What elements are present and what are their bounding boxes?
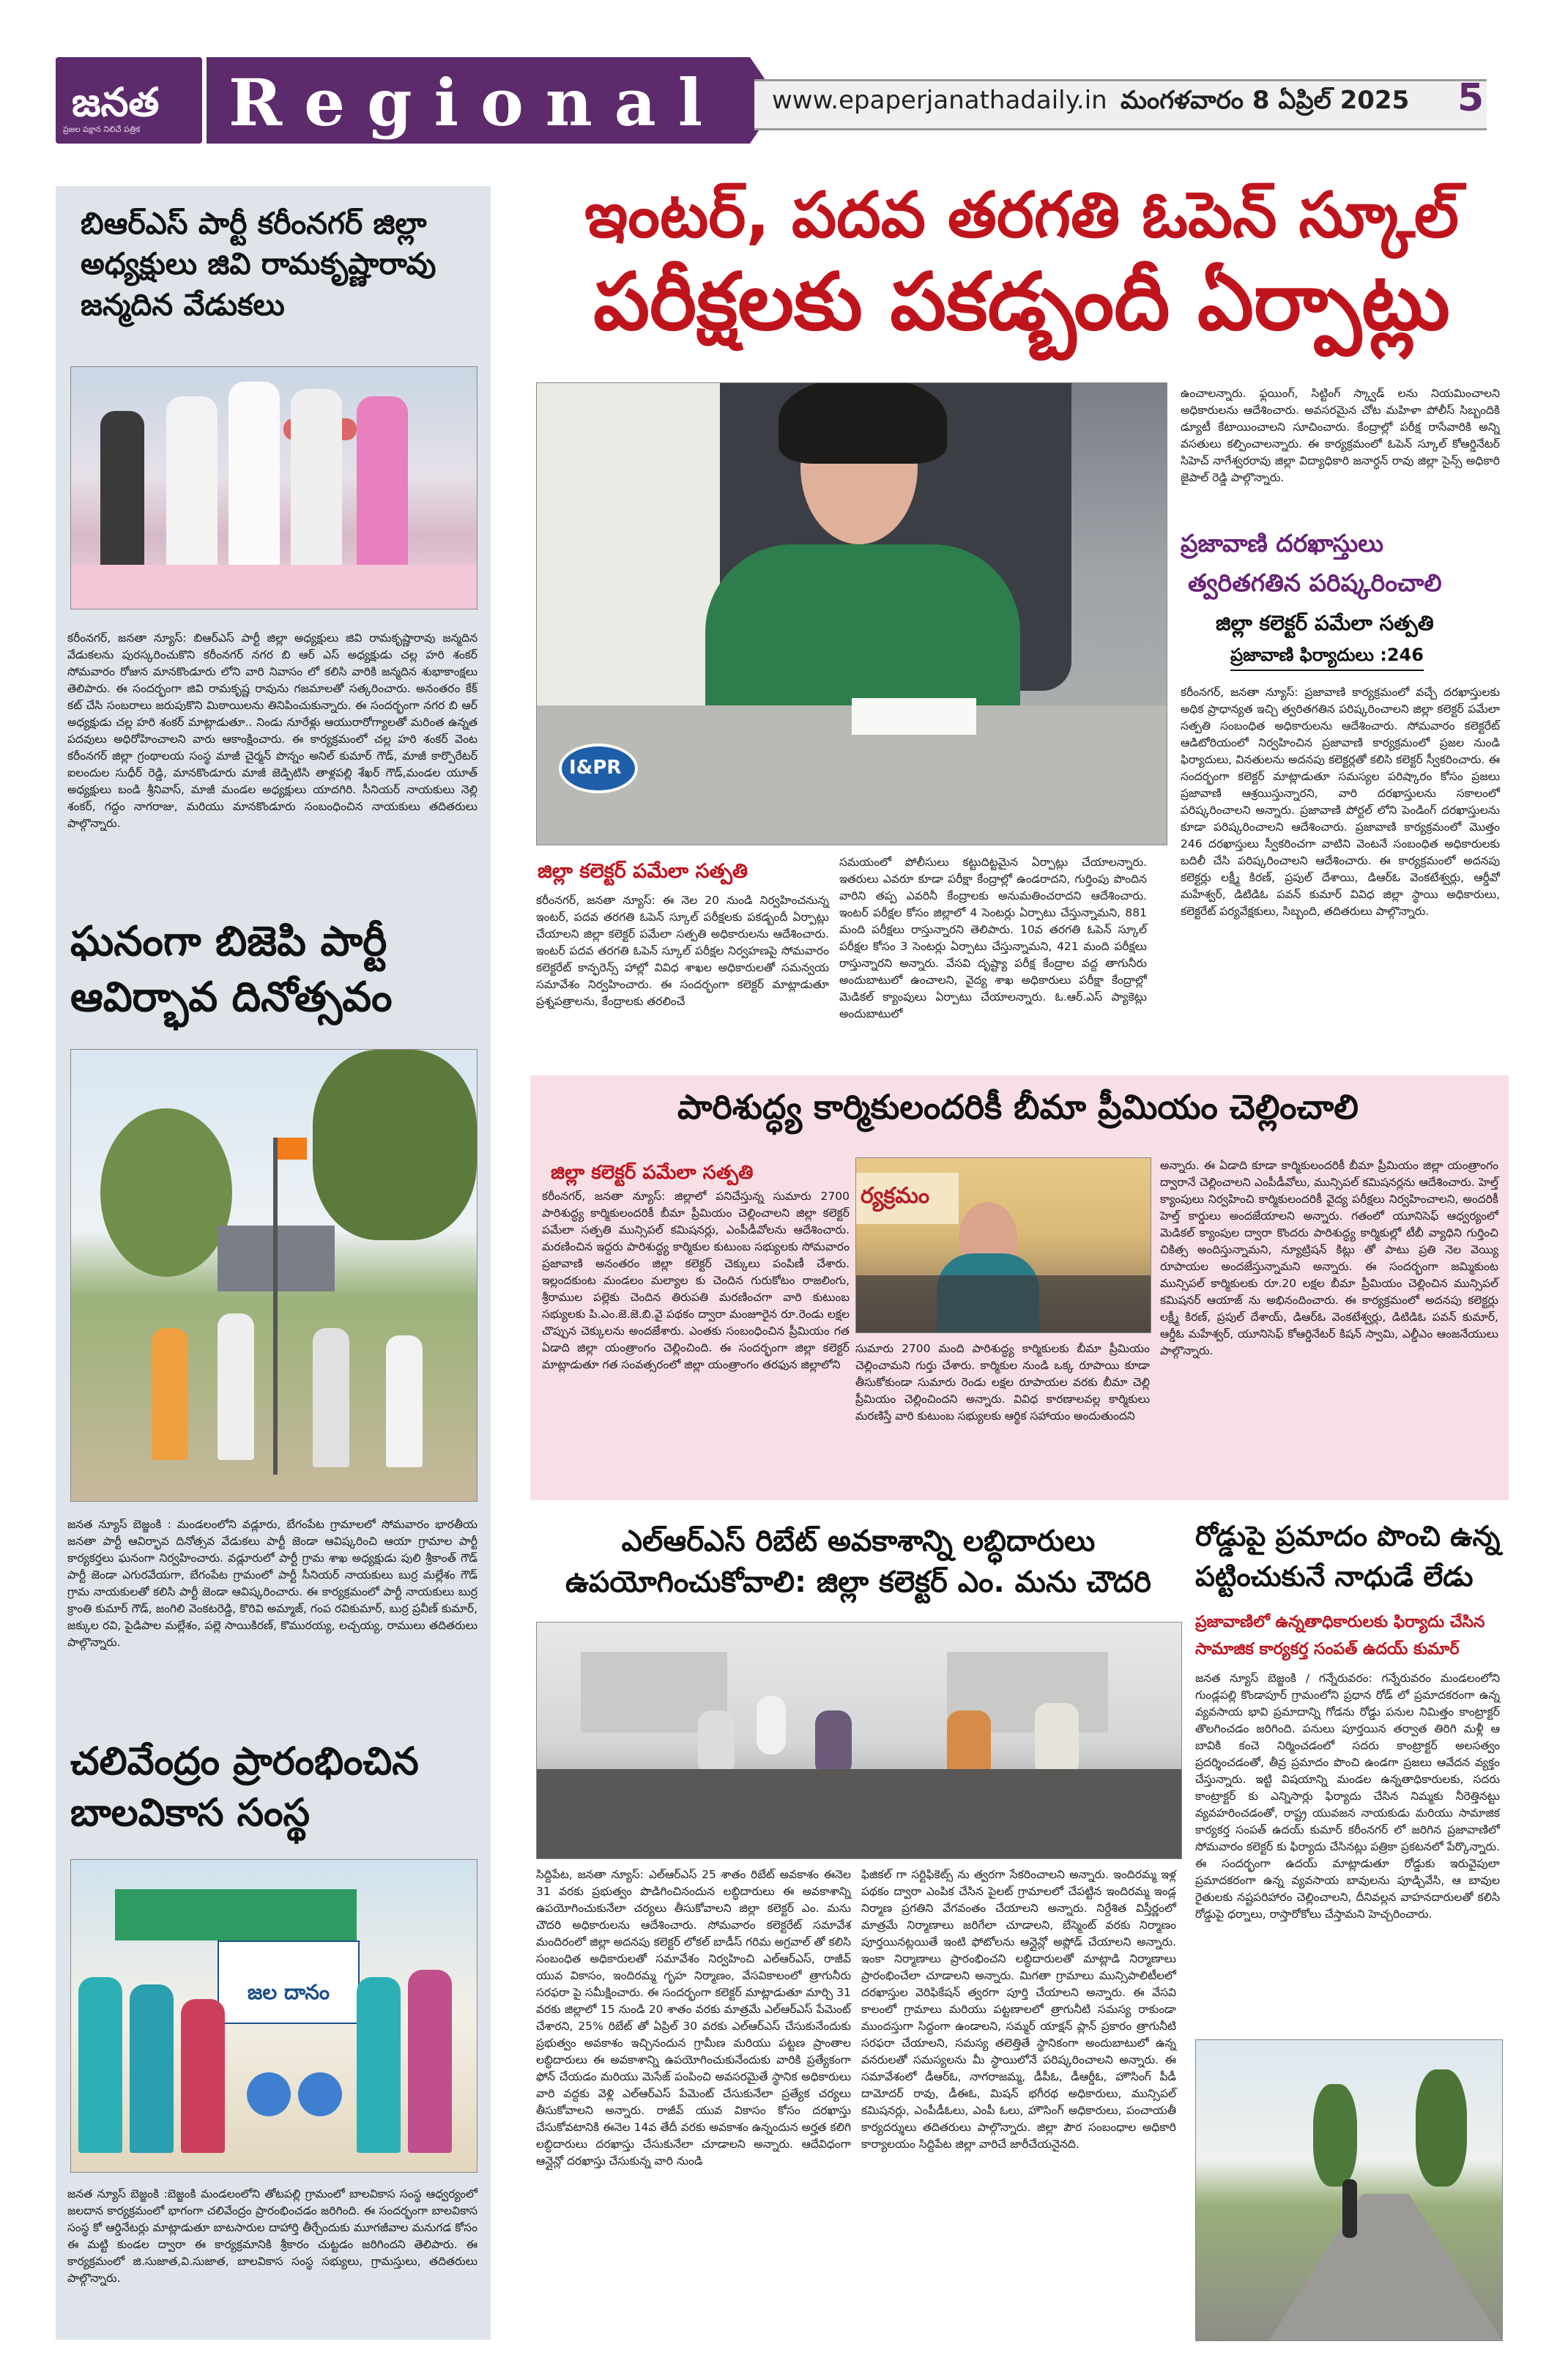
logo-tagline: ప్రజల పక్షాన నిలిచే పత్రిక — [63, 125, 141, 134]
lrs-body-col1: సిద్దిపేట, జనతా న్యూస్: ఎల్ఆర్ఎస్ 25 శాతం రిబేట్ అవకాశం ఈనెల 31 వరకు ప్రభుత్వం పొడిగించినందున లబ్ధిదారులు ఈ అవకాశాన్ని ఉపయోగించుకునేలా చర్యలు తీసుకోవాలని జిల్లా కలెక్టర్ ఎం. మను చౌదరి అధికారులను ఆదేశించారు. సోమవారం కలెక్టరేట్ సమావేశ మందిరంలో జిల్లా అదనపు కలెక్టర్ లోకల్ బాడీస్ గరిమ అగ్రవాల్ తో కలిసి సంబంధిత అధికారులతో సమావేశం నిర్వహించి ఎల్ఆర్ఎస్, రాజీవ్ యువ వికాసం, ఇందిరమ్మ గృహ నిర్మాణం, వేసవికాలంలో త్రాగునీరు సరఫరా పై సమీక్షించారు. ఈ సందర్భంగా కలెక్టర్ మాట్లాడుతూ మార్చి 31 వరకు జిల్లాలో 15 నుండి 20 శాతం వరకు మాత్రమే ఎల్ఆర్ఎస్ పేమెంట్ చేశారని, 25% రిబేట్ తో ఏప్రిల్ 30 వరకు ఎల్ఆర్ఎస్ చేసుకునేందుకు ప్రభుత్వం అవకాశం ఇచ్చినందున గ్రామీణ మరియు పట్టణ ప్రాంతాల లబ్ధిదారులు ఈ అవకాశాన్ని ఉపయోగించుకునేందుకు వారికి ప్రత్యేకంగా ఫోన్ చేయడం మరియు మెసేజ్ పంపించి అవసరమైతే స్థానిక అధికారులు వారి వద్దకు వెళ్లి ఎల్ఆర్ఎస్ పేమెంట్ చేసుకునేలా ప్రత్యేక చర్యలు తీసుకోవాలని అన్నారు. రాజీవ్ యువ వికాసం కోసం దరఖాస్తు చేసుకోవటానికి ఈనెల 14వ తేదీ వరకు అవకాశం ఉన్నందున అర్హత కలిగి లబ్ధిదారులు దరఖాస్తు చేసుకునేలా చూడాలని అన్నారు. ఆదేవిధంగా ఆన్లైన్లో దరఖాస్తు చేసుకున్న వారి నుండి — [536, 1868, 851, 2168]
meeting-banner-text: ర్యక్రమం — [861, 1183, 930, 1209]
prajavani-body: కరీంనగర్, జనతా న్యూస్: ప్రజావాణి కార్యక్రమంలో వచ్చే దరఖాస్తులకు అధిక ప్రాధాన్యత ఇచ్చి త్వరితగతిన పరిష్కరించాలని జిల్లా కలెక్టర్ పమేలా సత్పతి సంబంధిత అధికారులను ఆదేశించారు. సోమవారం కలెక్టరేట్ ఆడిటోరియంలో నిర్వహించిన ప్రజావాణి కార్యక్రమంలో ప్రజల నుండి ఫిర్యాదులు, వినతులను అదనపు కలెక్టర్లతో కలిసి కలెక్టర్ స్వీకరించారు. ఈ సందర్భంగా కలెక్టర్ మాట్లాడుతూ సమస్యల పరిష్కారం కోసం ప్రజలు ప్రజావాణి ఆశ్రయిస్తున్నారని, వారి దరఖాస్తులను సకాలంలో పరిష్కరించాలని అన్నారు. ప్రజావాణి పోర్టల్ లోని పెండింగ్ దరఖాస్తులను కూడా పరిష్కరించాలని ఆదేశించారు. ప్రజావాణి కార్యక్రమంలో మొత్తం 246 దరఖాస్తులు స్వీకరించగా వాటిని వెంటనే సంబంధిత అధికారులకు బదిలీ చేసి పరిష్కరించాలని ఆదేశించారు. ఈ కార్యక్రమంలో అదనపు కలెక్టర్లు లక్ష్మీ కిరణ్, ప్రపుల్ దేశాయి, డిఆర్ఓ వెంకటేశ్వర్లు, ఆర్డీవో మహేశ్వర్, డిటిడిఓ పవన్ కుమార్ వివిధ జిల్లా స్థాయి అధికారులు, కలెక్టరేట్ పర్యవేక్షకులు, సిబ్బంది, తదితరులు పాల్గొన్నారు. — [1181, 686, 1500, 918]
road-photo — [1195, 2039, 1503, 2341]
open-school-body-col2: సమయంలో పోలీసులు కట్టుదిట్టమైన ఏర్పాట్లు చేయాలన్నారు. ఇతరులు ఎవరూ కూడా పరీక్షా కేంద్రాల్లో ఉండరాదని, గుర్తింపు పొందిన వారిని తప్ప ఎవరినీ కేంద్రాలకు అనుమతించరాదని ఆదేశించారు. ఇంటర్ పరీక్షల కోసం జిల్లాలో 4 సెంటర్లు ఏర్పాటు చేస్తున్నామని, 881 మంది పరీక్షలు రాస్తున్నారని తెలిపారు. 10వ తరగతి ఓపెన్ స్కూల్ పరీక్షల కోసం 3 సెంటర్లు ఏర్పాటు చేస్తున్నామని, 421 మంది పరీక్షలు రాస్తున్నారని అన్నారు. వేసవి దృష్ట్యా పరీక్ష కేంద్రాల వద్ద తాగునీరు అందుబాటులో ఉంచాలని, వైద్య శాఖ అధికారులు పరీక్షా కేంద్రాల్లో మెడికల్ క్యాంపులు ఏర్పాటు చేయాలన్నారు. ఓ.ఆర్.ఎస్ ప్యాకెట్లు అందుబాటులో — [839, 856, 1147, 1020]
lrs-meeting-photo — [536, 1622, 1182, 1859]
water-hut-body: జనత న్యూస్ బెజ్జంకి :బెజ్జంకి మండలంలోని తోటపల్లి గ్రామంలో బాలవికాస సంస్థ ఆధ్వర్యంలో జలదాన కార్యక్రమంలో భాగంగా చలివేంద్రం ప్రారంభించడం జరిగింది. ఈ సందర్భంగా బాలవికాస సంస్థ కో ఆర్డినేటర్లు మాట్లాడుతూ బాటసారుల దాహార్తి తీర్చేందుకు మూగజీవాల మనుగడ కోసం ఈ మట్టి కుండల ద్వారా ఈ కార్యక్రమానికి శ్రీకారం చుట్టడం జరిగిందని తెలిపారు. ఈ కార్యక్రమంలో జి.సుజాత,వి.సుజాత, బాలవికాస సంస్థ సభ్యులు, గ్రామస్తులు, తదితరులు పాల్గొన్నారు. — [67, 2187, 477, 2285]
sanitation-subhead: జిల్లా కలెక్టర్ పమేలా సత్పతి — [551, 1162, 754, 1184]
road-headline: రోడ్డుపై ప్రమాదం పొంచి ఉన్న పట్టించుకునే నాధుడే లేడు — [1195, 1520, 1501, 1593]
open-school-body-col1: కరీంనగర్, జనతా న్యూస్: ఈ నెల 20 నుండి నిర్వహించనున్న ఇంటర్, పదవ తరగతి ఓపెన్ స్కూల్ పరీక్షలకు పకడ్బందీ ఏర్పాట్లు చేయాలని జిల్లా కలెక్టర్ పమేలా సత్పతి అధికారులను ఆదేశించారు. ఇంటర్ పదవ తరగతి ఓపెన్ స్కూల్ పరీక్షల నిర్వహణపై సోమవారం కలెక్టరేట్ కాన్ఫరెన్స్ హాల్లో వివిధ శాఖల అధికారులతో సమన్వయ సమావేశం నిర్వహించారు. ఈ సందర్భంగా కలెక్టర్ మాట్లాడుతూ ప్రశ్నపత్రాలను, కేంద్రాలకు తరలించే — [536, 894, 829, 1008]
prajavani-subhead: జిల్లా కలెక్టర్ పమేలా సత్పతి — [1216, 611, 1434, 635]
lrs-headline: ఎల్ఆర్ఎస్ రిబేట్ అవకాశాన్ని లబ్ధిదారులు ఉపయోగించుకోవాలి: జిల్లా కలెక్టర్ ఎం. మను చౌదరి — [565, 1524, 1151, 1599]
main-headline-line1: ఇంటర్, పదవ తరగతి ఓపెన్ స్కూల్ — [584, 179, 1459, 252]
prajavani-headline-2: త్వరితగతిన పరిష్కరించాలి — [1188, 568, 1442, 597]
bjp-headline: ఘనంగా బిజెపి పార్టీ ఆవిర్భావ దినోత్సవం — [70, 918, 393, 1021]
sanitation-body-col3: అన్నారు. ఈ ఏడాది కూడా కార్మికులందరికీ బీమా ప్రీమియం జిల్లా యంత్రాంగం ద్వారానే చెల్లించాలని ఎంపీడీవోలు, మున్సిపల్ కమిషనర్లను ఆదేశించారు. హెల్త్ క్యాంపులు నిర్వహించి కార్మికులందరికీ వైద్య పరీక్షలు నిర్వహించాలని, అందరికీ హెల్త్ కార్డులు అందజేయాలని అన్నారు. గతంలో యూనిసెఫ్ ఆధ్వర్యంలో మెడికల్ క్యాంపుల ద్వారా కొందరు పారిశుద్ధ్య కార్మికుల్లో టీబీ వ్యాధిని గుర్తించి చికిత్స అందిస్తున్నామని, న్యూట్రిషన్ కిట్లు తో పాటు ప్రతి నెల వెయ్యి రూపాయల అందజేస్తున్నామని అన్నారు. ఈ సందర్భంగా జమ్మికుంట మున్సిపల్ కార్మికులకు రూ.20 లక్షల బీమా ప్రీమియం చెల్లించిన మున్సిపల్ కమిషనర్ ఆయాజ్ ను అభినందించారు. ఈ కార్యక్రమంలో అదనపు కలెక్టర్లు లక్ష్మీ కిరణ్, ప్రపుల్ దేశాయ్, డిఆర్ఓ వెంకటేశ్వర్లు, డిటిడిఓ పవన్ కుమార్, ఆర్డీఓ మహేశ్వర్, యూనిసెఫ్ కోఆర్డినేటర్ కిషన్ స్వామి, ఎల్డీఎం ఆంజనేయులు పాల్గొన్నారు. — [1160, 1159, 1498, 1357]
issue-date: మంగళవారం 8 ఏప్రిల్ 2025 — [1121, 86, 1410, 115]
lrs-body-col2: ఫిజికల్ గా సర్టిఫికెట్స్ ను త్వరగా సేకరించాలని అన్నారు. ఇందిరమ్మ ఇళ్ల పథకం ద్వారా ఎంపిక చేసిన పైలట్ గ్రామాలలో చేపట్టిన ఇందిరమ్మ ఇండ్ల నిర్మాణ ప్రగతిని వేగవంతం చేయాలని అన్నారు. నిర్దేశిత విస్తీర్ణంలో మాత్రమే నిర్మాణాలు జరిగేలా చూడాలని, బేస్మెంట్ వరకు నిర్మాణం పూర్తయినట్లయితే ఇంటి ఫోటోలను ఆన్లైన్లో అప్లోడ్ చేయాలని అన్నారు. ఇంకా నిర్మాణాలు ప్రారంభించని లబ్ధిదారులతో మాట్లాడి నిర్మాణాలు ప్రారంభించేలా చూడాలని అన్నారు. మిగతా గ్రామాలు మున్సిపాలిటీలలో దరఖాస్తుల వెరిఫికేషన్ త్వరగా పూర్తి చేయాలని అన్నారు. ఈ వేసవి కాలంలో గ్రామాలు మరియు పట్టణాలలో త్రాగునీటి సమస్య రాకుండా ముందస్తుగా సిద్ధంగా ఉండాలని, సమ్మర్ యాక్షన్ ప్లాన్ ప్రకారం త్రాగునీటి సరఫరా చేయాలని, సమస్య తలెత్తితే స్థానికంగా అందుబాటులో ఉన్న వనరులతో సమస్యలను మీ స్థాయిలోనే పరిష్కరించాలని అన్నారు. ఈ సమావేశంలో డీఆర్ఓ, నాగరాజమ్మ, డీపీఓ, డీఆర్డీఓ, హౌసింగ్ పీడీ దామోదర్ రావు, డీఈఓ, మిషన్ భగీరథ అధికారులు, మున్సిపల్ కమిషనర్లు, ఎంపీడీఓలు, ఎంపీ ఓలు, హౌసింగ్ అధికారులు, పంచాయతీ కార్యదర్శులు తదితరులు పాల్గొన్నారు. జిల్లా పౌర సంబంధాల అధికారి కార్యాలయం సిద్దిపేట జిల్లా వారిచే జారీచేయనైనది. — [861, 1868, 1176, 2151]
section-banner — [207, 57, 750, 144]
road-body: జనత న్యూస్ బెజ్జంకి / గన్నేరువరం: గన్నేరువరం మండలంలోని గుండ్లపల్లి కొండాపూర్ గ్రామంలోని ప్రధాన రోడ్ లో ప్రమాదకరంగా ఉన్న వ్యవసాయ భావి ప్రమాదాన్ని గోడను రోడ్డు పనుల నిమిత్తం కాంట్రాక్టర్ తొలగించడం జరిగింది. పనులు పూర్తయిన తర్వాత తిరిగి మళ్లీ ఆ బావికి కంచె నిర్మించడంలో సదరు కాంట్రాక్టర్ అలసత్వం ప్రదర్శించడంతో, తీవ్ర ప్రమాదం పొంచి ఉండగా ప్రజలు ఆవేదన వ్యక్తం చేస్తున్నారు. ఇట్టి విషయాన్ని మండల ఉన్నతాధికారులకు, సదరు కాంట్రాక్టర్ కు ఎన్నిసార్లు ఫిర్యాదు చేసిన నిమ్మకు నీరెత్తినట్టు వ్యవహరించడంతో, రాష్ట్ర యువజన నాయకుడు మరియు సామాజిక కార్యకర్త సంపత్ ఉదయ్ కుమార్ కరీంనగర్ లో జరిగిన ప్రజావాణిలో సోమవారం కలెక్టర్ కు ఫిర్యాదు చేసినట్లు పత్రికా ప్రకటనలో పేర్కొన్నారు. ఈ సందర్భంగా ఉదయ్ మాట్లాడుతూ రోడ్డుకు ఇరువైపులా ప్రమాదకరంగా ఉన్న వ్యవసాయ బావులను పూడ్చివేసి, ఆ బావుల రైతులకు నష్టపరిహారం చెల్లించాలని, దీనివల్లన వాహనదారులతో కలిసి రోడ్డుపై ధర్నాలు, రాస్తారోకోలు చేస్తామని హెచ్చరించారు. — [1195, 1672, 1500, 1921]
prajavani-count: ప్రజావాణి ఫిర్యాదులు :246 — [1230, 645, 1424, 671]
prajavani-headline-1: ప్రజావాణి దరఖాస్తులు — [1181, 529, 1384, 557]
sanitation-meeting-photo — [855, 1157, 1151, 1333]
birthday-body: కరీంనగర్, జనతా న్యూస్: బిఆర్ఎస్ పార్టీ జిల్లా అధ్యక్షులు జివి రామకృష్ణారావు జన్మదిన వేడుకలను పురస్కరించుకొని కరీంనగర్ నగర బి ఆర్ ఎస్ అధ్యక్షుడు చల్ల హరి శంకర్ సోమవారం రోజున మానకొండూరు లోని వారి నివాసం లో కలిసి వారికి జన్మదిన శుభాకాంక్షలు తెలిపారు. ఈ సందర్భంగా జివి రామకృష్ణ రావును గజమాలతో సత్కరించారు. అనంతరం కేక్ కట్ చేసి సంబరాలు జరుపుకొని మిఠాయిలను తినిపించుకున్నారు. ఈ సందర్భంగా నగర బి ఆర్ అధ్యక్షుడు చల్ల హరి శంకర్ మాట్లాడుతూ.. నిండు నూరేళ్లు ఆయురారోగ్యాలతో మరింత ఉన్నత పదవులు అధిరోహించాలని వారు ఆకాంక్షించారు. ఈ కార్యక్రమంలో చల్ల హరి శంకర్ వెంట కరీంనగర్ జిల్లా గ్రంథాలయ సంస్థ మాజీ చైర్మన్ పొన్నం అనిల్ కుమార్ గౌడ్, మాజీ కార్పొరేటర్ ఐలందుల సుధీర్ రెడ్డి, మానకొండూరు మాజీ జెడ్పిటిసి తాళ్లపల్లి శేఖర్ గౌడ్,మండల యూత్ అధ్యక్షులు బండి శ్రీనివాస్, మాజీ మండల అధ్యక్షులు యాదగిరి. సీనియర్ నాయకులు నెల్లి శంకర్, గద్దం నాగరాజు, మరియు మానకొండూరు సంబంధించిన నాయకులు తదితరులు పాల్గొన్నారు. — [67, 631, 477, 830]
section-title: Regional — [228, 64, 725, 141]
water-hut-headline: చలివేంద్రం ప్రారంభించిన బాలవికాస సంస్థ — [70, 1740, 419, 1836]
collector-photo — [536, 382, 1167, 845]
bjp-flag-photo — [70, 1049, 477, 1502]
sanitation-body-col2: సుమారు 2700 మంది పారిశుద్ధ్య కార్మికులకు బీమా ప్రీమియం చెల్లించామని గుర్తు చేశారు. కార్మికుల నుండి ఒక్క రూపాయి కూడా తీసుకోకుండా సుమారు రెండు లక్షల రూపాయల వరకు బీమా చెల్లి ప్రీమియం చెల్లించిందని అన్నారు. వివిధ కారణాలవల్ల కార్మికులు మరణిస్తే వారి కుటుంబ సభ్యులకు ఆర్థిక సహాయం అందుతుందని — [855, 1342, 1150, 1423]
ipr-logo-text: I&PR — [569, 757, 622, 779]
page-number: 5 — [1457, 76, 1484, 120]
main-headline-line2: పరీక్షలకు పకడ్బందీ ఏర్పాట్లు — [593, 256, 1450, 348]
road-subhead: ప్రజావాణిలో ఉన్నతాధికారులకు ఫిర్యాదు చేసిన సామాజిక కార్యకర్త సంపత్ ఉదయ్ కుమార్ — [1195, 1613, 1485, 1659]
sanitation-body-col1: కరీంనగర్, జనతా న్యూస్: జిల్లాలో పనిచేస్తున్న సుమారు 2700 పారిశుద్ధ్య కార్మికులందరికీ బీమా ప్రీమియం చెల్లించాలని జిల్లా కలెక్టర్ పమేలా సత్పతి మున్సిపల్ కమిషనర్లు, ఎంపీడీవోలను ఆదేశించారు. మరణించిన ఇద్దరు పారిశుద్ధ్య కార్మికుల కుటుంబ సభ్యులకు సోమవారం ప్రజావాణి అనంతరం జిల్లా కలెక్టర్ చెక్కులు పంపిణీ చేశారు. ఇల్లందకుంట మండలం మల్యాల కు చెందిన గురుకోటం రాజలింగు, శ్రీరాముల పల్లెకు చెందిన తిరుపతి మరణించగా వారి కుటుంబ సభ్యులకు పి.ఎం.జె.జె.బి.వై పథకం ద్వారా మంజూరైన రూ.రెండు లక్షల చొప్పున చెక్కులను అందజేశారు. ఎంతకు సంబంధించిన ప్రీమియం గత ఏడాది జిల్లా యంత్రాంగం చెల్లించింది. ఈ సందర్భంగా జిల్లా కలెక్టర్ మాట్లాడుతూ గత సంవత్సరంలో జిల్లా యంత్రాంగం తరఫున జిల్లాలోని — [542, 1190, 850, 1371]
water-hut-sign: జల దానం — [247, 1980, 330, 2004]
masthead-logo — [56, 57, 202, 144]
birthday-headline: బిఆర్ఎస్ పార్టీ కరీంనగర్ జిల్లా అధ్యక్షులు జివి రామకృష్ణారావు జన్మదిన వేడుకలు — [81, 206, 436, 322]
website-url[interactable]: www.epaperjanathadaily.in — [772, 86, 1107, 115]
birthday-photo — [70, 366, 477, 609]
sanitation-headline: పారిశుద్ధ్య కార్మికులందరికీ బీమా ప్రీమియం చెల్లించాలి — [677, 1087, 1359, 1127]
logo-text: జనత — [72, 79, 160, 125]
water-hut-photo — [70, 1859, 477, 2173]
collector-caption: జిల్లా కలెక్టర్ పమేలా సత్పతి — [538, 860, 748, 883]
open-school-body-col3: ఉంచాలన్నారు. ఫ్లయింగ్, సిట్టింగ్ స్క్వాడ్ లను నియమించాలని అధికారులను ఆదేశించారు. అవసరమైన చోట మహిళా పోలీస్ సిబ్బందికి డ్యూటీ కేటాయించాలని సూచించారు. కేంద్రాల్లో పరీక్ష రాసేవారికి అన్ని వసతులు కల్పించాలన్నారు. ఈ కార్యక్రమంలో ఓపెన్ స్కూల్ కోఆర్డినేటర్ సిహెచ్ నాగేశ్వరరావు జిల్లా విద్యాధికారి జనార్ధన్ రావు జిల్లా సైన్స్ అధికారి జైపాల్ రెడ్డి పాల్గొన్నారు. — [1181, 387, 1500, 484]
bjp-body: జనత న్యూస్ బెజ్జంకి : మండలంలోని వడ్లూరు, బేగంపేట గ్రామాలలో సోమవారం భారతీయ జనతా పార్టీ ఆవిర్భావ దినోత్సవ వేడుకలు పార్టీ జెండా ఆవిష్కరించి ఆయా గ్రామాల పార్టీ కార్యకర్తలు ఘనంగా నిర్వహించారు. వడ్లూరులో పార్టీ గ్రామ శాఖ అధ్యక్షుడు పులి శ్రీకాంత్ గౌడ్ పార్టీ జెండా ఎగురవేయగా, బేగంపేట గ్రామంలో పార్టీ సీనియర్ నాయకులు బుర్ర మల్లేశం గౌడ్ గ్రామ నాయకులతో కలిసి పార్టీ జెండా ఆవిష్కరించారు. ఈ కార్యక్రమంలో పార్టీ నాయకులు బుర్ర క్రాంతి కుమార్ గౌడ్, జంగిలి వెంకటరెడ్డి, కొరివి అమ్మాజ్, గంప రవికుమార్, బుర్ర ప్రవీణ్ కుమార్, జక్కుల రవి, పైడిపాల మల్లేశం, పల్లె సాయికిరణ్, కొమురయ్య, లచ్చయ్య, రాములు తదితరులు పాల్గొన్నారు. — [67, 1518, 477, 1649]
